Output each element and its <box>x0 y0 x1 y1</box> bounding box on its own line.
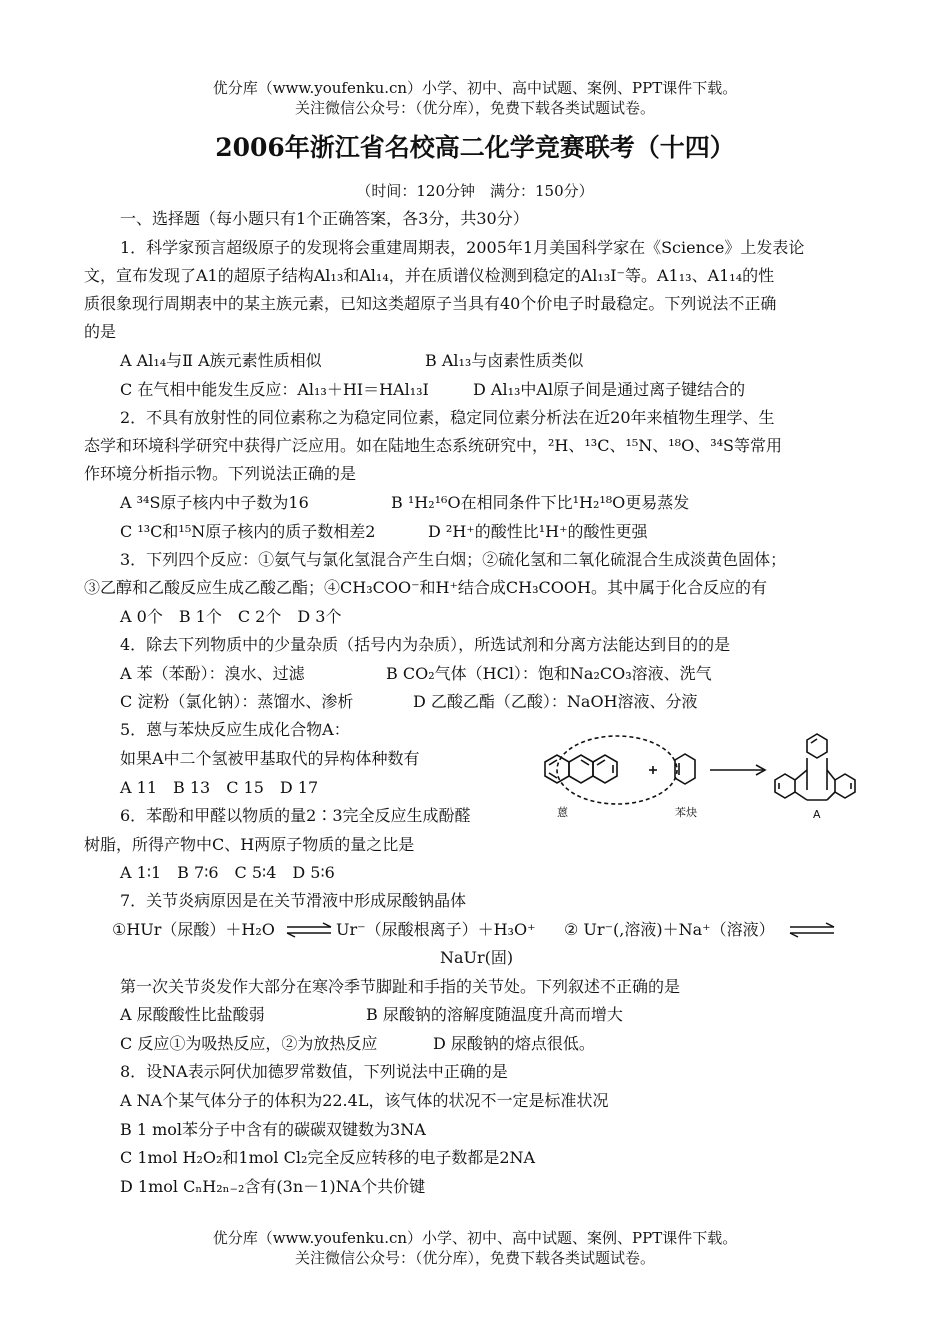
product-ring-right <box>835 774 855 798</box>
q4-option-c: C 淀粉（氯化钠）：蒸馏水、渗析 <box>120 692 354 711</box>
q5-line-2: 如果A中二个氢被甲基取代的异构体种数有 <box>120 749 420 768</box>
q4-line-1: 4．除去下列物质中的少量杂质（括号内为杂质），所选试剂和分离方法能达到目的的是 <box>120 635 731 654</box>
q2-line-2: 态学和环境科学研究中获得广泛应用。如在陆地生态系统研究中，²H、¹³C、¹⁵N、¹⁸O、³⁴S等常用 <box>84 436 783 455</box>
q7-option-c: C 反应①为吸热反应，②为放热反应 <box>120 1034 378 1053</box>
q7-option-b: B 尿酸钠的溶解度随温度升高而增大 <box>366 1005 623 1024</box>
header-line-2: 关注微信公众号：（优分库），免费下载各类试题试卷。 <box>294 99 655 117</box>
q7-reaction-1-right: Ur⁻（尿酸根离子）＋H₃O⁺ <box>336 920 536 939</box>
q6-line-2: 树脂，所得产物中C、H两原子物质的量之比是 <box>84 835 415 854</box>
q1-option-b: B Al₁₃与卤素性质类似 <box>425 351 584 370</box>
q8-option-d: D 1mol CₙH₂ₙ₋₂含有(3n－1)NA个共价键 <box>120 1177 426 1196</box>
q2-option-d: D ²H⁺的酸性比¹H⁺的酸性更强 <box>428 522 648 541</box>
q3-line-2: ③乙醇和乙酸反应生成乙酸乙酯；④CH₃COO⁻和H⁺结合成CH₃COOH。其中属于化合反应的有 <box>84 578 767 597</box>
q7-line-3: 第一次关节炎发作大部分在寒冷季节脚趾和手指的关节处。下列叙述不正确的是 <box>120 977 681 996</box>
q6-options: A 1∶1 B 7∶6 C 5∶4 D 5∶6 <box>120 863 335 882</box>
q1-option-a: A Al₁₄与Ⅱ A族元素性质相似 <box>120 351 322 370</box>
q2-line-3: 作环境分析指示物。下列说法正确的是 <box>84 464 357 483</box>
q4-option-a: A 苯（苯酚）：溴水、过滤 <box>120 664 305 683</box>
anthracene-label: 蒽 <box>557 806 568 819</box>
benzyne-label: 苯炔 <box>675 806 697 819</box>
product-ring-top <box>807 734 827 758</box>
q7-option-d: D 尿酸钠的熔点很低。 <box>433 1034 595 1053</box>
q2-option-a: A ³⁴S原子核内中子数为16 <box>120 493 309 512</box>
benzyne-ring <box>675 754 695 784</box>
equilibrium-arrow-icon <box>285 922 333 938</box>
q8-option-a: A NA个某气体分子的体积为22.4L，该气体的状况不一定是标准状况 <box>120 1091 609 1110</box>
q7-reaction-2-right: NaUr(固) <box>440 948 514 967</box>
footer-line-1: 优分库（www.youfenku.cn）小学、初中、高中试题、案例、PPT课件下载。 <box>212 1229 738 1247</box>
page-title: 2006年浙江省名校高二化学竞赛联考（十四） <box>215 133 735 162</box>
q7-reaction-1-left: ①HUr（尿酸）＋H₂O <box>112 920 275 939</box>
q2-option-b: B ¹H₂¹⁶O在相同条件下比¹H₂¹⁸O更易蒸发 <box>391 493 690 512</box>
q3-line-1: 3．下列四个反应：①氨气与氯化氢混合产生白烟；②硫化氢和二氧化硫混合生成淡黄色固体； <box>120 550 787 569</box>
q4-option-b: B CO₂气体（HCl）：饱和Na₂CO₃溶液、洗气 <box>386 664 712 683</box>
section-heading: 一、选择题（每小题只有1个正确答案，各3分，共30分） <box>120 209 529 228</box>
q1-option-d: D Al₁₃中Al原子间是通过离子键结合的 <box>473 380 746 399</box>
product-ring-left <box>775 774 795 798</box>
q2-option-c: C ¹³C和¹⁵N原子核内的质子数相差2 <box>120 522 376 541</box>
q4-option-d: D 乙酸乙酯（乙酸）：NaOH溶液、分液 <box>413 692 698 711</box>
q6-line-1: 6．苯酚和甲醛以物质的量2∶3完全反应生成酚醛 <box>120 806 471 825</box>
q8-line-1: 8．设NA表示阿伏加德罗常数值，下列说法中正确的是 <box>120 1062 508 1081</box>
q8-option-b: B 1 mol苯分子中含有的碳碳双键数为3NA <box>120 1120 426 1139</box>
anthracene-ring-1 <box>545 755 569 783</box>
q1-line-4: 的是 <box>84 322 117 341</box>
q1-line-3: 质很象现行周期表中的某主族元素，已知这类超原子当具有40个价电子时最稳定。下列说法不正确 <box>84 294 777 313</box>
q1-line-2: 文，宣布发现了A1的超原子结构Al₁₃和Al₁₄，并在质谱仪检测到稳定的Al₁₃I⁻等。A1₁₃、A1₁₄的性 <box>84 266 775 285</box>
anthracene-benzyne-reaction-diagram <box>535 730 875 826</box>
q1-line-1: 1．科学家预言超级原子的发现将会重建周期表，2005年1月美国科学家在《Science》上发表论 <box>120 238 805 257</box>
header-line-1: 优分库（www.youfenku.cn）小学、初中、高中试题、案例、PPT课件下载。 <box>212 79 738 97</box>
q8-option-c: C 1mol H₂O₂和1mol Cl₂完全反应转移的电子数都是2NA <box>120 1148 536 1167</box>
q5-line-1: 5．蒽与苯炔反应生成化合物A： <box>120 720 350 739</box>
exam-time-score: （时间：120分钟 满分：150分） <box>356 182 594 200</box>
q3-options: A 0个 B 1个 C 2个 D 3个 <box>120 607 342 626</box>
equilibrium-arrow-icon <box>788 922 836 938</box>
q7-option-a: A 尿酸酸性比盐酸弱 <box>120 1005 265 1024</box>
q7-reaction-2-left: ② Ur⁻(,溶液)＋Na⁺（溶液） <box>564 920 775 939</box>
q1-option-c: C 在气相中能发生反应：Al₁₃＋HI＝HAl₁₃I <box>120 380 429 399</box>
q5-options: A 11 B 13 C 15 D 17 <box>120 778 319 797</box>
anthracene-ring-2 <box>569 755 593 783</box>
product-label: A <box>813 808 821 821</box>
q7-line-1: 7．关节炎病原因是在关节滑液中形成尿酸钠晶体 <box>120 891 467 910</box>
q2-line-1: 2．不具有放射性的同位素称之为稳定同位素，稳定同位素分析法在近20年来植物生理学、生 <box>120 408 775 427</box>
footer-line-2: 关注微信公众号：（优分库），免费下载各类试题试卷。 <box>294 1249 655 1267</box>
